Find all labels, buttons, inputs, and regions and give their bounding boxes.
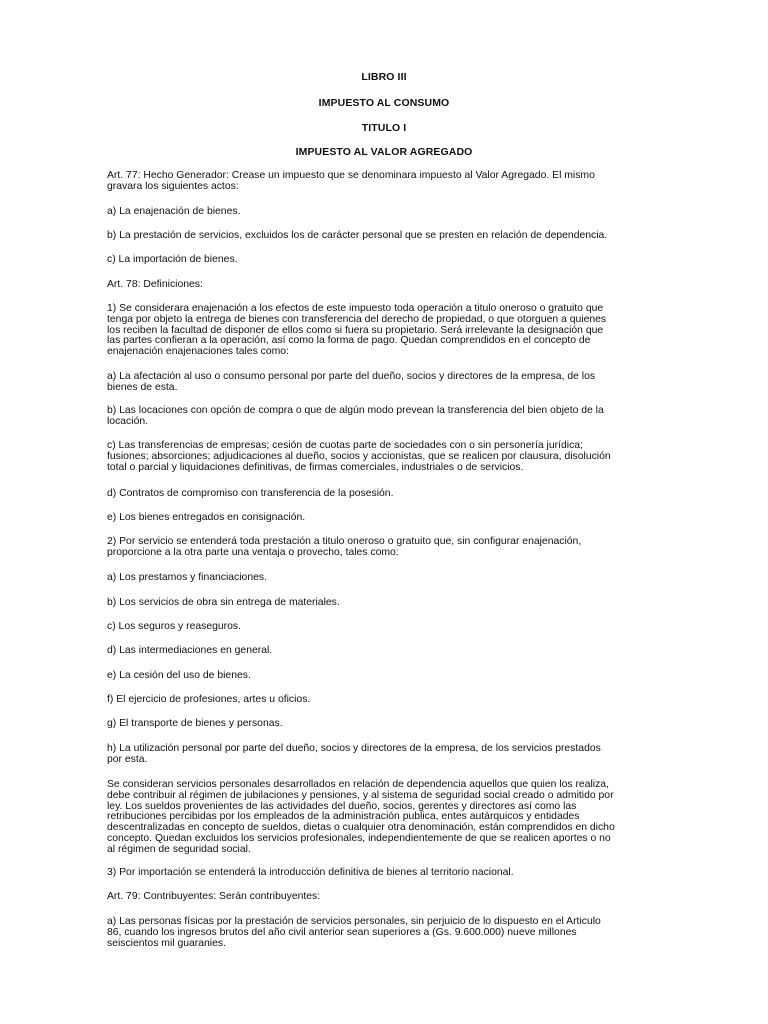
paragraph-item: a) La enajenación de bienes. bbox=[107, 206, 241, 217]
paragraph-art-78: Art. 78: Definiciones: bbox=[107, 279, 203, 290]
paragraph-art-79: Art. 79: Contribuyentes: Serán contribuyentes: bbox=[107, 891, 321, 902]
paragraph-item: b) Los servicios de obra sin entrega de materiales. bbox=[107, 597, 340, 608]
paragraph-item: d) Las intermediaciones en general. bbox=[107, 645, 273, 656]
paragraph-item: h) La utilización personal por parte del dueño, socios y directores de la empresa, de los servicios prestados por esta. bbox=[107, 743, 601, 765]
paragraph-item: c) La importación de bienes. bbox=[107, 254, 238, 265]
heading-libro: LIBRO III bbox=[361, 71, 407, 83]
paragraph-definition-2: 2) Por servicio se entenderá toda prestación a titulo oneroso o gratuito que, sin configurar enajenación, proporcione a la otra parte una ventaja o provecho, tales como: bbox=[107, 536, 582, 558]
heading-impuesto-consumo: IMPUESTO AL CONSUMO bbox=[318, 97, 450, 109]
paragraph-servicios-personales: Se consideran servicios personales desarrollados en relación de dependencia aquellos que quien los realiza, debe contribuir al régimen de jubilaciones y pensiones, y al sistema de seguridad social creado o admitido por ley. Los sueldos provenientes de las actividades del dueño, socios, gerentes y directores así como las retribuciones percibidas por los empleados de la administración publica, entes autárquicos y entidades descentralizadas en concepto de sueldos, dietas o cualquier otra denominación, están comprendidos en dicho concepto. Quedan excluidos los servicios profesionales, independientemente de que se realicen aportes o no al régimen de seguridad social. bbox=[107, 779, 615, 855]
paragraph-item: c) Las transferencias de empresas; cesión de cuotas parte de sociedades con o sin personería jurídica; fusiones; absorciones; adjudicaciones al dueño, socios y accionistas, que se realicen por clausura, disolución total o parcial y liquidaciones definitivas, de firmas comerciales, industriales o de servicios. bbox=[107, 440, 611, 473]
paragraph-definition-1: 1) Se considerara enajenación a los efectos de este impuesto toda operación a titulo oneroso o gratuito que tenga por objeto la entrega de bienes con transferencia del derecho de propiedad, o que otorguen a quienes los reciben la facultad de disponer de ellos como si fuera su propietario. Será irrelevante la designación que las partes confieran a la operación, así como la forma de pago. Quedan comprendidos en el concepto de enajenación enajenaciones tales como: bbox=[107, 303, 607, 358]
paragraph-item: g) El transporte de bienes y personas. bbox=[107, 718, 283, 729]
paragraph-art-77: Art. 77: Hecho Generador: Crease un impuesto que se denominara impuesto al Valor Agregado. El mismo gravara los siguientes actos: bbox=[107, 170, 595, 192]
paragraph-item: b) La prestación de servicios, excluidos los de carácter personal que se presten en relación de dependencia. bbox=[107, 230, 608, 241]
paragraph-item: c) Los seguros y reaseguros. bbox=[107, 621, 241, 632]
paragraph-item: d) Contratos de compromiso con transferencia de la posesión. bbox=[107, 488, 394, 499]
paragraph-item: e) Los bienes entregados en consignación. bbox=[107, 512, 306, 523]
heading-titulo: TITULO I bbox=[361, 122, 407, 134]
paragraph-definition-3: 3) Por importación se entenderá la introducción definitiva de bienes al territorio nacional. bbox=[107, 867, 514, 878]
heading-iva: IMPUESTO AL VALOR AGREGADO bbox=[295, 146, 473, 158]
paragraph-item: f) El ejercicio de profesiones, artes u oficios. bbox=[107, 694, 311, 705]
paragraph-item: a) Los prestamos y financiaciones. bbox=[107, 572, 267, 583]
paragraph-item: a) Las personas físicas por la prestación de servicios personales, sin perjuicio de lo dispuesto en el Articulo 86, cuando los ingresos brutos del año civil anterior sean superiores a (Gs. 9.600.000) nueve millones seiscientos mil guaranies. bbox=[107, 916, 601, 949]
paragraph-item: e) La cesión del uso de bienes. bbox=[107, 670, 251, 681]
paragraph-item: a) La afectación al uso o consumo personal por parte del dueño, socios y directores de la empresa, de los bienes de esta. bbox=[107, 371, 596, 393]
paragraph-item: b) Las locaciones con opción de compra o que de algún modo prevean la transferencia del bien objeto de la locación. bbox=[107, 405, 604, 427]
